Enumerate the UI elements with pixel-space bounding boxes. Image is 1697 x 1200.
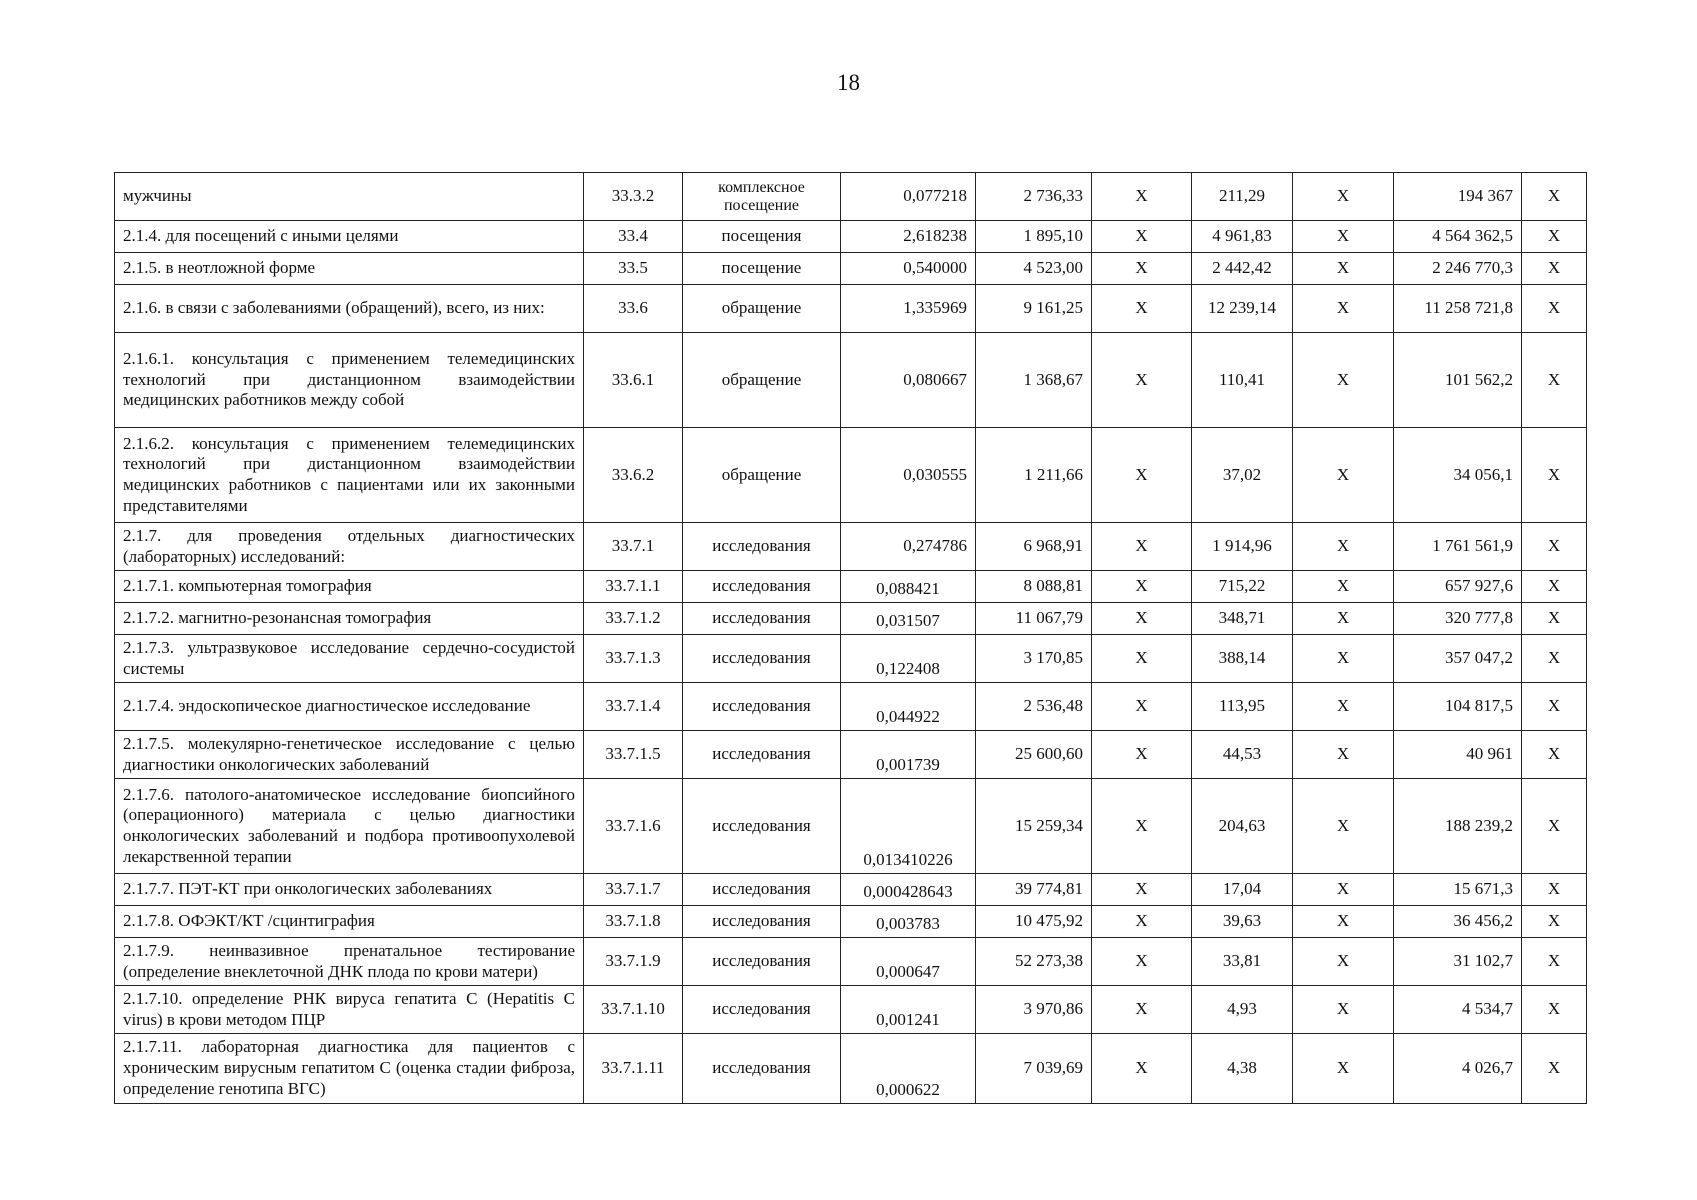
row-x-mark: X (1293, 253, 1394, 285)
row-total: 4 564 362,5 (1394, 221, 1522, 253)
row-name: 2.1.7.2. магнитно-резонансная томография (115, 603, 584, 635)
row-x-mark: X (1293, 635, 1394, 683)
row-norm: 1,335969 (841, 285, 976, 333)
row-unit: исследования (683, 683, 841, 731)
row-unit: исследования (683, 603, 841, 635)
row-norm: 0,088421 (841, 571, 976, 603)
row-name: 2.1.7.5. молекулярно-генетическое исследование с целью диагностики онкологических заболеваний (115, 731, 584, 779)
row-total: 657 927,6 (1394, 571, 1522, 603)
row-name: 2.1.7.8. ОФЭКТ/КТ /сцинтиграфия (115, 906, 584, 938)
row-x-mark: X (1522, 173, 1587, 221)
row-name: 2.1.4. для посещений с иными целями (115, 221, 584, 253)
row-x-mark: X (1293, 523, 1394, 571)
row-x-mark: X (1092, 683, 1192, 731)
row-name: 2.1.5. в неотложной форме (115, 253, 584, 285)
row-unit: исследования (683, 874, 841, 906)
row-per-capita: 39,63 (1192, 906, 1293, 938)
row-x-mark: X (1522, 874, 1587, 906)
row-per-capita: 110,41 (1192, 333, 1293, 428)
row-name: 2.1.7.10. определение РНК вируса гепатита С (Hepatitis C virus) в крови методом ПЦР (115, 986, 584, 1034)
row-cost: 52 273,38 (976, 938, 1092, 986)
row-cost: 9 161,25 (976, 285, 1092, 333)
row-total: 320 777,8 (1394, 603, 1522, 635)
row-code: 33.7.1.11 (584, 1034, 683, 1104)
row-total: 104 817,5 (1394, 683, 1522, 731)
table-row (115, 221, 1587, 253)
row-x-mark: X (1522, 253, 1587, 285)
row-cost: 2 536,48 (976, 683, 1092, 731)
table-row (115, 285, 1587, 333)
row-code: 33.7.1 (584, 523, 683, 571)
row-per-capita: 2 442,42 (1192, 253, 1293, 285)
row-cost: 3 170,85 (976, 635, 1092, 683)
row-x-mark: X (1293, 938, 1394, 986)
row-unit: исследования (683, 523, 841, 571)
row-cost: 25 600,60 (976, 731, 1092, 779)
row-total: 188 239,2 (1394, 779, 1522, 874)
table-row (115, 253, 1587, 285)
row-name: 2.1.7.6. патолого-анатомическое исследование биопсийного (операционного) материала с целью диагностики онкологических заболеваний и подбора противоопухолевой лекарственной терапии (115, 779, 584, 874)
row-unit: посещения (683, 221, 841, 253)
row-norm: 0,080667 (841, 333, 976, 428)
row-norm: 0,001739 (841, 731, 976, 779)
row-name: 2.1.7. для проведения отдельных диагностических (лабораторных) исследований: (115, 523, 584, 571)
row-norm: 0,030555 (841, 428, 976, 523)
table-row (115, 603, 1587, 635)
row-name: 2.1.6.2. консультация с применением телемедицинских технологий при дистанционном взаимодействии медицинских работников с пациентами или их законными представителями (115, 428, 584, 523)
row-code: 33.7.1.8 (584, 906, 683, 938)
row-total: 2 246 770,3 (1394, 253, 1522, 285)
row-name: 2.1.7.4. эндоскопическое диагностическое исследование (115, 683, 584, 731)
row-x-mark: X (1092, 523, 1192, 571)
row-cost: 3 970,86 (976, 986, 1092, 1034)
row-per-capita: 204,63 (1192, 779, 1293, 874)
row-x-mark: X (1092, 906, 1192, 938)
row-total: 40 961 (1394, 731, 1522, 779)
row-x-mark: X (1293, 779, 1394, 874)
row-code: 33.7.1.6 (584, 779, 683, 874)
row-unit: исследования (683, 635, 841, 683)
row-total: 4 534,7 (1394, 986, 1522, 1034)
row-x-mark: X (1522, 1034, 1587, 1104)
row-norm: 2,618238 (841, 221, 976, 253)
row-code: 33.7.1.7 (584, 874, 683, 906)
row-x-mark: X (1092, 571, 1192, 603)
row-per-capita: 211,29 (1192, 173, 1293, 221)
row-x-mark: X (1522, 906, 1587, 938)
row-x-mark: X (1522, 333, 1587, 428)
row-x-mark: X (1522, 731, 1587, 779)
row-per-capita: 37,02 (1192, 428, 1293, 523)
row-x-mark: X (1092, 173, 1192, 221)
row-x-mark: X (1092, 938, 1192, 986)
row-norm: 0,540000 (841, 253, 976, 285)
row-total: 31 102,7 (1394, 938, 1522, 986)
row-total: 101 562,2 (1394, 333, 1522, 428)
row-total: 15 671,3 (1394, 874, 1522, 906)
row-cost: 39 774,81 (976, 874, 1092, 906)
row-norm: 0,122408 (841, 635, 976, 683)
row-unit: обращение (683, 285, 841, 333)
row-x-mark: X (1293, 285, 1394, 333)
row-per-capita: 113,95 (1192, 683, 1293, 731)
table-row (115, 173, 1587, 221)
row-unit: исследования (683, 938, 841, 986)
row-x-mark: X (1293, 333, 1394, 428)
row-x-mark: X (1522, 221, 1587, 253)
row-per-capita: 1 914,96 (1192, 523, 1293, 571)
row-norm: 0,013410226 (841, 779, 976, 874)
row-unit: комплексное посещение (683, 173, 841, 221)
row-cost: 11 067,79 (976, 603, 1092, 635)
row-code: 33.7.1.10 (584, 986, 683, 1034)
row-code: 33.6.2 (584, 428, 683, 523)
row-total: 4 026,7 (1394, 1034, 1522, 1104)
row-per-capita: 4 961,83 (1192, 221, 1293, 253)
row-x-mark: X (1293, 221, 1394, 253)
row-name: 2.1.7.7. ПЭТ-КТ при онкологических заболеваниях (115, 874, 584, 906)
row-unit: обращение (683, 333, 841, 428)
table-row (115, 571, 1587, 603)
row-total: 36 456,2 (1394, 906, 1522, 938)
row-unit: исследования (683, 731, 841, 779)
table-row (115, 906, 1587, 938)
row-x-mark: X (1522, 523, 1587, 571)
row-norm: 0,044922 (841, 683, 976, 731)
row-name: 2.1.7.11. лабораторная диагностика для пациентов с хроническим вирусным гепатитом С (оценка стадии фиброза, определение генотипа ВГС) (115, 1034, 584, 1104)
row-unit: исследования (683, 571, 841, 603)
row-x-mark: X (1092, 253, 1192, 285)
row-code: 33.4 (584, 221, 683, 253)
row-code: 33.7.1.2 (584, 603, 683, 635)
row-cost: 10 475,92 (976, 906, 1092, 938)
row-total: 11 258 721,8 (1394, 285, 1522, 333)
row-x-mark: X (1522, 683, 1587, 731)
row-unit: исследования (683, 906, 841, 938)
row-x-mark: X (1293, 1034, 1394, 1104)
row-code: 33.7.1.4 (584, 683, 683, 731)
row-name: 2.1.6. в связи с заболеваниями (обращений), всего, из них: (115, 285, 584, 333)
row-cost: 8 088,81 (976, 571, 1092, 603)
table-row (115, 938, 1587, 986)
row-cost: 2 736,33 (976, 173, 1092, 221)
row-norm: 0,003783 (841, 906, 976, 938)
row-unit: исследования (683, 986, 841, 1034)
row-x-mark: X (1522, 635, 1587, 683)
row-code: 33.5 (584, 253, 683, 285)
table-row (115, 683, 1587, 731)
row-x-mark: X (1522, 779, 1587, 874)
table-row (115, 874, 1587, 906)
row-x-mark: X (1293, 906, 1394, 938)
row-norm: 0,000647 (841, 938, 976, 986)
row-x-mark: X (1293, 731, 1394, 779)
row-x-mark: X (1522, 571, 1587, 603)
row-per-capita: 44,53 (1192, 731, 1293, 779)
table-row (115, 523, 1587, 571)
row-code: 33.7.1.5 (584, 731, 683, 779)
row-total: 1 761 561,9 (1394, 523, 1522, 571)
row-total: 357 047,2 (1394, 635, 1522, 683)
row-name: 2.1.7.9. неинвазивное пренатальное тестирование (определение внеклеточной ДНК плода по крови матери) (115, 938, 584, 986)
row-unit: исследования (683, 779, 841, 874)
row-per-capita: 12 239,14 (1192, 285, 1293, 333)
row-code: 33.6 (584, 285, 683, 333)
row-per-capita: 33,81 (1192, 938, 1293, 986)
row-norm: 0,000428643 (841, 874, 976, 906)
row-x-mark: X (1092, 779, 1192, 874)
row-per-capita: 715,22 (1192, 571, 1293, 603)
row-norm: 0,274786 (841, 523, 976, 571)
row-code: 33.3.2 (584, 173, 683, 221)
row-cost: 15 259,34 (976, 779, 1092, 874)
row-x-mark: X (1522, 428, 1587, 523)
row-cost: 6 968,91 (976, 523, 1092, 571)
table-row (115, 1034, 1587, 1104)
row-norm: 0,031507 (841, 603, 976, 635)
row-cost: 1 211,66 (976, 428, 1092, 523)
row-x-mark: X (1092, 428, 1192, 523)
row-code: 33.7.1.1 (584, 571, 683, 603)
row-x-mark: X (1092, 635, 1192, 683)
row-per-capita: 4,93 (1192, 986, 1293, 1034)
table-row (115, 986, 1587, 1034)
row-norm: 0,077218 (841, 173, 976, 221)
row-x-mark: X (1293, 428, 1394, 523)
row-x-mark: X (1092, 986, 1192, 1034)
row-cost: 1 895,10 (976, 221, 1092, 253)
row-x-mark: X (1293, 603, 1394, 635)
row-name: 2.1.7.3. ультразвуковое исследование сердечно-сосудистой системы (115, 635, 584, 683)
row-total: 194 367 (1394, 173, 1522, 221)
row-x-mark: X (1293, 874, 1394, 906)
row-per-capita: 348,71 (1192, 603, 1293, 635)
row-name: мужчины (115, 173, 584, 221)
row-code: 33.7.1.3 (584, 635, 683, 683)
row-per-capita: 17,04 (1192, 874, 1293, 906)
row-x-mark: X (1522, 603, 1587, 635)
row-x-mark: X (1092, 285, 1192, 333)
row-per-capita: 4,38 (1192, 1034, 1293, 1104)
table-row (115, 779, 1587, 874)
row-x-mark: X (1522, 285, 1587, 333)
row-x-mark: X (1092, 221, 1192, 253)
row-norm: 0,001241 (841, 986, 976, 1034)
row-code: 33.7.1.9 (584, 938, 683, 986)
row-total: 34 056,1 (1394, 428, 1522, 523)
row-x-mark: X (1092, 1034, 1192, 1104)
row-name: 2.1.7.1. компьютерная томография (115, 571, 584, 603)
row-x-mark: X (1293, 683, 1394, 731)
row-x-mark: X (1293, 173, 1394, 221)
row-norm: 0,000622 (841, 1034, 976, 1104)
row-x-mark: X (1522, 938, 1587, 986)
row-x-mark: X (1293, 571, 1394, 603)
table-row (115, 428, 1587, 523)
table-row (115, 731, 1587, 779)
row-cost: 1 368,67 (976, 333, 1092, 428)
row-name: 2.1.6.1. консультация с применением телемедицинских технологий при дистанционном взаимодействии медицинских работников между собой (115, 333, 584, 428)
row-x-mark: X (1092, 333, 1192, 428)
row-per-capita: 388,14 (1192, 635, 1293, 683)
row-code: 33.6.1 (584, 333, 683, 428)
row-x-mark: X (1092, 731, 1192, 779)
table-row (115, 635, 1587, 683)
row-cost: 7 039,69 (976, 1034, 1092, 1104)
row-unit: исследования (683, 1034, 841, 1104)
row-x-mark: X (1092, 603, 1192, 635)
table-row (115, 333, 1587, 428)
row-x-mark: X (1293, 986, 1394, 1034)
row-x-mark: X (1092, 874, 1192, 906)
row-unit: посещение (683, 253, 841, 285)
row-x-mark: X (1522, 986, 1587, 1034)
row-cost: 4 523,00 (976, 253, 1092, 285)
row-unit: обращение (683, 428, 841, 523)
page-number: 18 (837, 70, 860, 95)
data-table (114, 172, 1587, 1104)
